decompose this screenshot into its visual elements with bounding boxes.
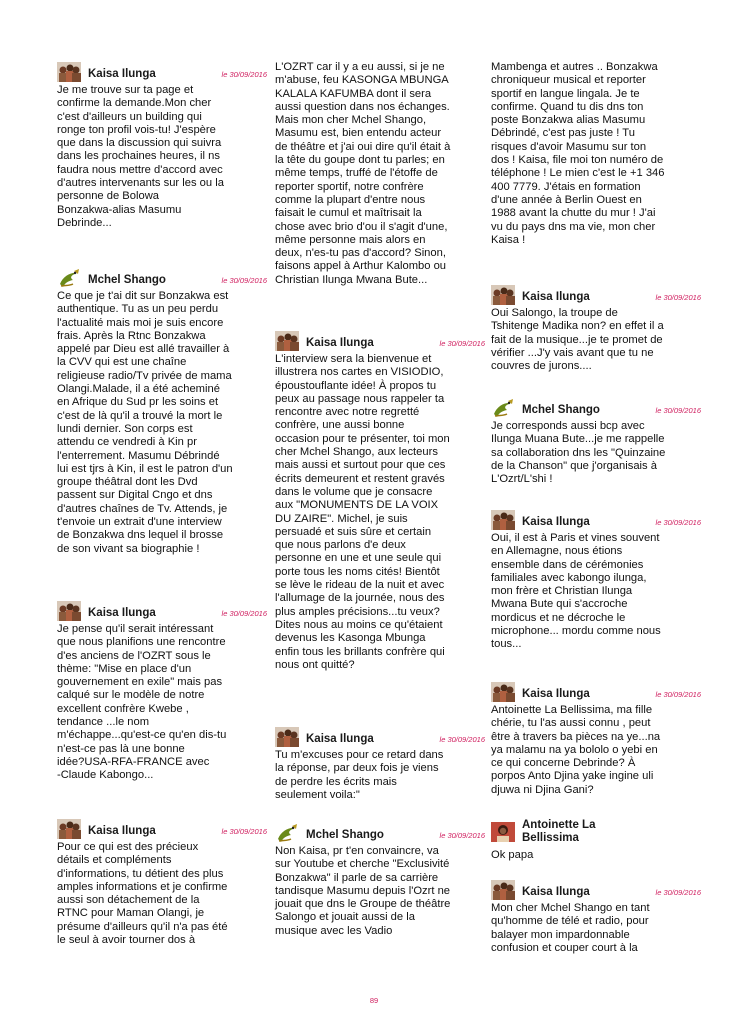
author-name[interactable]: Antoinette La Bellissima [522, 819, 596, 844]
group-avatar-icon[interactable] [57, 601, 81, 621]
group-avatar-icon[interactable] [57, 62, 81, 82]
post-date: le 30/09/2016 [221, 70, 267, 79]
post-header [57, 601, 267, 623]
comment-post [57, 268, 267, 556]
post-text: Ce que je t'ai dit sur Bonzakwa est authentique. Tu as un peu perdu l'actualité mais moi je suis encore frais. Après la Rtnc Bonzakwa appelé par Dieu est allé travailler à la CVV qui est une chaîne religieuse radio/Tv privée de mama Olangi.Malade, il a été acheminé en Afrique du Sud pr les soins et c'est de là qu'il a trouvé la mort le lundi dernier. Son corps est attendu ce vendredi à Kin pr l'enterrement. Masumu Débrindé lui est tjrs à Kin, il est le patron d'un groupe théâtral dont les Dvd passent sur Digital Cngo et dns d'autres chaînes de Tv. Attends, je t'envoie un extrait d'une interview de Bonzakwa dns lequel il brosse de son vivant sa biographie ! [57, 290, 233, 555]
author-name[interactable]: Kaisa Ilunga [88, 607, 156, 619]
group-avatar-icon[interactable] [491, 880, 515, 900]
post-text: Non Kaisa, pr t'en convaincre, va sur Youtube et cherche "Exclusivité Bonzakwa" il parle de sa carrière tandisque Masumu depuis l'Ozrt ne jouait que dns le Groupe de théâtre Salongo et jouait aussi de la musique avec les Vadio [275, 845, 451, 937]
post-text: Je pense qu'il serait intéressant que nous planifions une rencontre d'es anciens de l'OZRT sous le thème: "Mise en place d'un gouvernement en exile" mais pas calqué sur le modèle de notre excellent confrère Kwebe , tendance ...le nom m'échappe...qu'est-ce qu'en dis-tu n'est-ce pas là une bonne idée?USA-RFA-FRANCE avec -Claude Kabongo... [57, 623, 227, 782]
post-header [491, 682, 701, 704]
post-date: le 30/09/2016 [655, 518, 701, 527]
author-name[interactable]: Mchel Shango [306, 829, 384, 841]
author-name[interactable]: Mchel Shango [88, 274, 166, 286]
post-date: le 30/09/2016 [221, 609, 267, 618]
comment-post [57, 62, 267, 230]
group-avatar-icon[interactable] [275, 727, 299, 747]
post-header [491, 398, 701, 420]
group-avatar-icon[interactable] [491, 285, 515, 305]
group-avatar-icon[interactable] [57, 819, 81, 839]
post-text: L'interview sera la bienvenue et illustrera nos cartes en VISIODIO, époustouflante idée! À propos tu peux au passage nous rappeler ta rencontre avec notre regretté confrère, une aussi bonne occasion pour te présenter, toi mon cher Mchel Shango, aux lecteurs mais aussi et surtout pour que ces écrits demeurent et restent gravés dans le volume que je consacre aux "MONUMENTS DE LA VOIX DU ZAIRE". Michel, je suis persuadé et suis sûre et certain que nous parlons d'e deux personne en une et une seule qui porte tous les noms cités! Bientôt se lève le rideau de la nuit et avec l'allumage de la journée, nous des plus amples précisions...tu veux? Dites nous au moins ce qu'étaient devenus les Kasonga Mbunga enfin tous les brillants confrère qui nous ont quitté? [275, 353, 450, 671]
post-text: Pour ce qui est des précieux détails et compléments d'informations, tu détient des plus amples informations et je confirme aussi son détachement de la RTNC pour Maman Olangi, je présume d'ailleurs qu'il n'a pas été le seul à avoir tourner dos à [57, 841, 228, 947]
post-text: Je corresponds aussi bcp avec Ilunga Muana Bute...je me rappelle sa collaboration dns les "Quinzaine de la Chanson" que j'organisais à L'Ozrt/L'shi ! [491, 420, 666, 486]
post-header [57, 819, 267, 841]
post-date: le 30/09/2016 [439, 339, 485, 348]
post-header [57, 268, 267, 290]
comment-post [491, 880, 701, 955]
post-header [491, 880, 701, 902]
comment-post [275, 823, 485, 938]
post-header [491, 285, 701, 307]
author-name[interactable]: Kaisa Ilunga [306, 337, 374, 349]
post-date: le 30/09/2016 [655, 690, 701, 699]
author-name[interactable]: Mchel Shango [522, 404, 600, 416]
post-header [491, 510, 701, 532]
post-text: Je me trouve sur ta page et confirme la demande.Mon cher c'est d'ailleurs un building qui ronge ton profil vois-tu! J'espère que dans la discussion qui suivra dans les prochaines heures, il ns faudra nous mettre d'accord avec d'autres intervenants sur les ou la personne de Bolowa Bonzakwa-alias Masumu Debrinde... [57, 84, 224, 229]
post-date: le 30/09/2016 [439, 735, 485, 744]
post-text: Ok papa [491, 849, 534, 861]
post-text: Tu m'excuses pour ce retard dans la réponse, par deux fois je viens de perdre les écrits mais seulement voila:" [275, 749, 444, 801]
comment-post [491, 285, 701, 373]
post-date: le 30/09/2016 [439, 831, 485, 840]
dragon-avatar-icon[interactable] [275, 823, 299, 843]
post-date: le 30/09/2016 [221, 276, 267, 285]
comment-post [491, 398, 701, 486]
author-name[interactable]: Kaisa Ilunga [88, 825, 156, 837]
post-continuation: Mambenga et autres .. Bonzakwa chroniqueur musical et reporter sportif en langue lingala. Je te confirme. Quand tu dis dns ton poste Bonzakwa alias Masumu Débrindé, c'est pas juste ! Tu risques d'avoir Masumu sur ton dos ! Kaisa, file moi ton numéro de téléphone ! Le mien c'est le +1 346 400 7779. J'étais en formation d'une année à Berlin Ouest en 1988 avant la chutte du mur ! J'ai vu du pays dns ma vie, mon cher Kaisa ! [491, 61, 665, 246]
post-text: Oui, il est à Paris et vines souvent en Allemagne, nous étions ensemble dans de cérémonies familiales avec kabongo ilunga, mon frère et Christian Ilunga Mwana Bute qui s'accroche mordicus et ne décroche le microphone... mordu comme nous tous... [491, 532, 661, 651]
group-avatar-icon[interactable] [275, 331, 299, 351]
dragon-avatar-icon[interactable] [57, 268, 81, 288]
comment-post [57, 601, 267, 783]
post-text: Mon cher Mchel Shango en tant qu'homme de télé et radio, pour balayer mon impardonnable confusion et couper court à la [491, 902, 650, 954]
group-avatar-icon[interactable] [491, 510, 515, 530]
comment-post [491, 510, 701, 652]
post-date: le 30/09/2016 [655, 293, 701, 302]
comment-post [491, 682, 701, 797]
post-header [491, 819, 701, 844]
group-avatar-icon[interactable] [491, 682, 515, 702]
author-name[interactable]: Kaisa Ilunga [522, 886, 590, 898]
post-header [57, 62, 267, 84]
author-name[interactable]: Kaisa Ilunga [88, 68, 156, 80]
page-number: 89 [369, 996, 379, 1005]
comment-post [57, 819, 267, 947]
author-name[interactable]: Kaisa Ilunga [522, 516, 590, 528]
comment-post [275, 331, 485, 672]
author-name[interactable]: Kaisa Ilunga [522, 688, 590, 700]
post-header [275, 331, 485, 353]
post-date: le 30/09/2016 [655, 406, 701, 415]
author-name[interactable]: Kaisa Ilunga [306, 733, 374, 745]
dragon-avatar-icon[interactable] [491, 398, 515, 418]
post-date: le 30/09/2016 [221, 827, 267, 836]
post-text: Oui Salongo, la troupe de Tshitenge Madika non? en effet il a fait de la musique...je te promet de vérifier ...J'y vais avant que tu ne couvres de jurons.... [491, 307, 664, 373]
post-header [275, 727, 485, 749]
comment-post [491, 819, 701, 862]
post-continuation: L'OZRT car il y a eu aussi, si je ne m'abuse, feu KASONGA MBUNGA KALALA KAFUMBA dont il sera aussi question dans nos échanges. Mais mon cher Mchel Shango, Masumu est, bien entendu acteur de théâtre et j'ai oui dire qu'il était à la tête du goupe dont tu parles; en même temps, truffé de l'étoffe de reporter sportif, notre confrère comme la plupart d'entre nous faisait le cumul et maîtrisait la chose avec brio d'ou il s'agit d'une, même personne mais alors en deux, n'es-tu pas d'accord? Sinon, faisons appel à Arthur Kalombo ou Christian Ilunga Mwana Bute... [275, 61, 451, 286]
author-name[interactable]: Kaisa Ilunga [522, 291, 590, 303]
post-date: le 30/09/2016 [655, 888, 701, 897]
post-text: Antoinette La Bellissima, ma fille chérie, tu l'as aussi connu , peut être à travers ba pièces na ye...na ya malamu na ya bololo o yebi en ce qui concerne Debrinde? À porpos Anto Djina yake ingine uli djuwa ni Djina Gani? [491, 704, 661, 796]
comment-post [275, 727, 485, 802]
woman-avatar-icon[interactable] [491, 822, 515, 842]
post-header [275, 823, 485, 845]
